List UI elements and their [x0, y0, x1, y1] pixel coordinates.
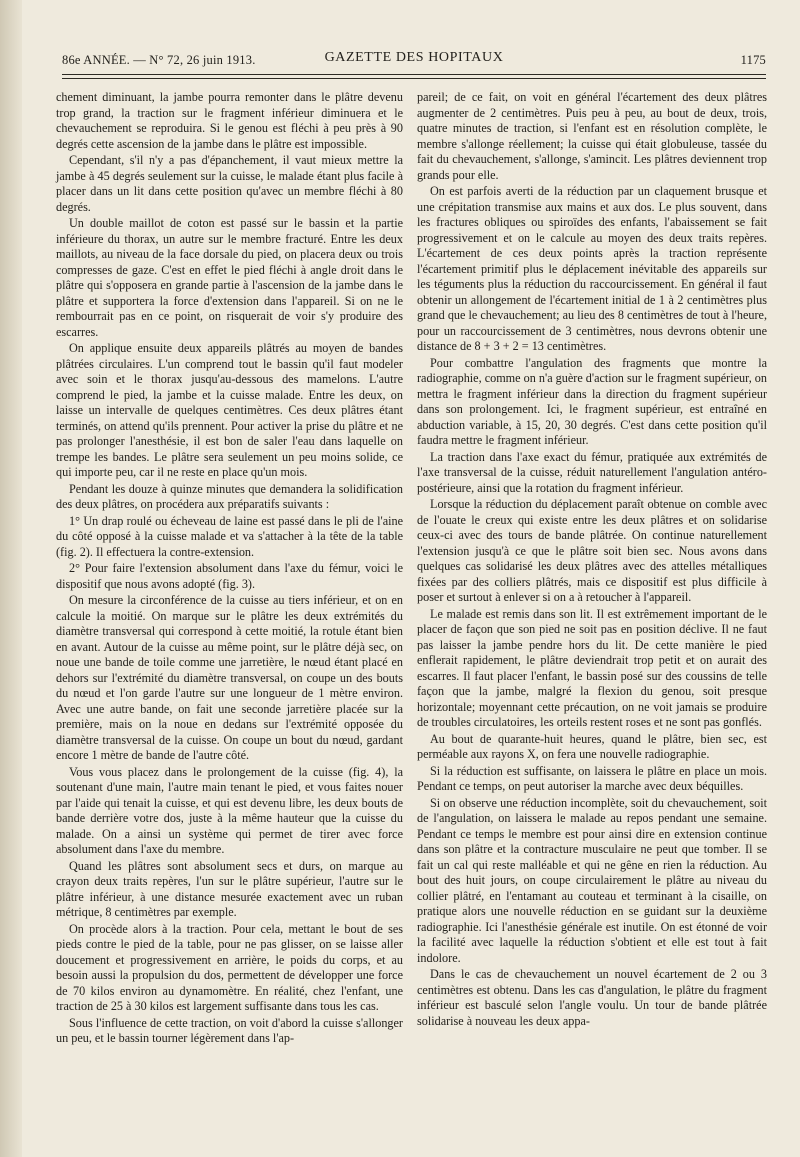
left-text-column [56, 90, 403, 1047]
paragraph: Dans le cas de chevauchement un nouvel écartement de 2 ou 3 centimètres est obtenu. Dans les cas d'angulation, le plâtre du fragment inférieur est basculé selon l'angle voulu. Un tour de bande plâtrée solidarise à nouveau les deux appa- [417, 967, 767, 1028]
paragraph: 1° Un drap roulé ou écheveau de laine est passé dans le pli de l'aine du côté opposé à la cuisse malade et va s'attacher à la tête de la table (fig. 2). Il effectuera la contre-extension. [56, 513, 403, 559]
journal-title: GAZETTE DES HOPITAUX [324, 50, 504, 65]
paragraph: Sous l'influence de cette traction, on voit d'abord la cuisse s'allonger un peu, et le bassin tourner légèrement dans l'ap- [56, 1015, 403, 1045]
paragraph: Un double maillot de coton est passé sur le bassin et la partie inférieure du thorax, un autre sur le membre fracturé. Entre les deux maillots, au niveau de la face dorsale du pied, on placera deux ou trois compresses de gaze. C'est en effet le pied fléchi à angle droit dans le plâtre qui s'opposera en grande partie à l'ascension de la jambe dans le plâtre et supportera la force d'extension dans l'appareil. Si on ne le rembourrait pas en ce point, on risquerait de voir s'y produire des escarres. [56, 216, 403, 339]
paragraph: Pendant les douze à quinze minutes que demandera la solidification des deux plâtres, on procédera aux préparatifs suivants : [56, 481, 403, 511]
running-header [62, 50, 766, 72]
paragraph: Lorsque la réduction du déplacement paraît obtenue on comble avec de l'ouate le creux qui existe entre les deux plâtres et on solidarise ceux-ci avec des tours de bande plâtrée. On continue naturellement l'extension jusqu'à ce que le plâtre soit bien sec. Nous avons dans quelques cas solidarisé les deux plâtres avec des attelles métalliques fixées par des colliers plâtrés, mais ce dispositif est plus difficile à poser et surtout à enlever si on a à retoucher à l'appareil. [417, 497, 767, 604]
paragraph: Pour combattre l'angulation des fragments que montre la radiographie, comme on n'a guère d'action sur le fragment supérieur, on mettra le fragment inférieur dans la direction du fragment supérieur dans son prolongement. Ici, le fragment supérieur, est entraîné en abduction variable, à 15, 20, 30 degrés. C'est dans cette position qu'il faudra mettre le fragment inférieur. [417, 355, 767, 447]
paragraph: On procède alors à la traction. Pour cela, mettant le bout de ses pieds contre le pied de la table, pour ne pas glisser, on se laisse aller doucement et progressivement en arrière, le poids du corps, et au besoin aussi la propulsion du dos, permettent de développer une force de 70 kilos environ au dynamomètre. En réalité, chez l'enfant, une traction de 25 à 30 kilos est largement suffisante dans tous les cas. [56, 921, 403, 1013]
paragraph: 2° Pour faire l'extension absolument dans l'axe du fémur, voici le dispositif que nous avons adopté (fig. 3). [56, 561, 403, 591]
issue-info: 86e ANNÉE. — N° 72, 26 juin 1913. [62, 53, 256, 67]
paragraph: pareil; de ce fait, on voit en général l'écartement des deux plâtres augmenter de 2 centimètres. Puis peu à peu, au bout de deux, trois, quatre minutes de traction, si l'enfant est en résolution complète, le membre s'allonge réellement; la cuisse qui était globuleuse, tassée du fait du chevauchement, s'allonge, s'amincit. Les plâtres deviennent trop grands pour elle. [417, 90, 767, 182]
paragraph: On applique ensuite deux appareils plâtrés au moyen de bandes plâtrées circulaires. L'un comprend tout le bassin qu'il faut modeler avec soin et le thorax jusqu'au-dessous des mamelons. L'autre comprend le pied, la jambe et la cuisse malade. Entre les deux, on laisse un intervalle de quelques centimètres. Ces deux plâtres étant terminés, on attend qu'ils prennent. Pour activer la prise du plâtre et ne pas prolonger l'anesthésie, il est bon de saler l'eau dans laquelle on trempe les bandes. Le plâtre sera seulement un peu moins solide, ce qui importe peu, car il ne reste en place qu'un mois. [56, 341, 403, 479]
right-text-column [417, 90, 767, 1029]
paragraph: On mesure la circonférence de la cuisse au tiers inférieur, et on en calcule la moitié. On marque sur le plâtre les deux extrémités du diamètre transversal qui correspond à cette moitié, la rotule étant bien en avant. Autour de la cuisse au même point, sur le plâtre déjà sec, on noue une bande de toile comme une jarretière, le nœud étant placé en dehors sur l'extrémité du diamètre transversal, on coupe un des bouts du nœud et l'on garde l'autre sur une longueur de 1 mètre environ. Avec une autre bande, on fait une seconde jarretière placée sur la première, mais on la noue en dedans sur l'extrémité opposée du diamètre transversal de la cuisse. On coupe un bout du nœud, gardant encore 1 mètre de bande de l'autre côté. [56, 593, 403, 762]
paragraph: Quand les plâtres sont absolument secs et durs, on marque au crayon deux traits repères, l'un sur le plâtre supérieur, l'autre sur le plâtre inférieur, à une distance mesurée exactement avec un ruban métrique, 8 centimètres par exemple. [56, 858, 403, 919]
paragraph: On est parfois averti de la réduction par un claquement brusque et une crépitation transmise aux mains et aux dos. Le plus souvent, dans les fractures obliques ou spiroïdes des enfants, l'abaissement se fait progressivement et on le calcule au moyen des deux traits repères. L'écartement de ces deux points après la traction représente l'écartement primitif plus le déplacement inévitable des appareils sur les téguments plus la réduction du raccourcissement. En général il faut obtenir un allongement de l'écartement initial de 1 à 2 centimètres plus grand que le chevauchement; au lieu des 8 centimètres de tout à l'heure, pour un raccourcissement de 3 centimètres, nous devrons obtenir une distance de 8 + 3 + 2 = 13 centimètres. [417, 184, 767, 353]
paragraph: chement diminuant, la jambe pourra remonter dans le plâtre devenu trop grand, la traction sur le fragment inférieur diminuera et le chevauchement se reproduira. Si le genou est fléchi à peu près à 90 degrés cette ascension de la jambe dans le plâtre est impossible. [56, 90, 403, 151]
paragraph: Le malade est remis dans son lit. Il est extrêmement important de le placer de façon que son pied ne soit pas en position déclive. Il ne faut pas laisser la jambe pendre hors du lit. De cette manière le pied enflerait rapidement, le plâtre deviendrait trop petit et on aurait des escarres. Il faut placer l'enfant, le bassin posé sur des coussins de telle façon que la jambe, malgré la flexion du genou, soit presque horizontale; moyennant cette précaution, on ne voit jamais se produire de troubles circulatoires, les orteils restent roses et ne sont pas gonflés. [417, 606, 767, 729]
header-rule-bottom [62, 78, 766, 79]
paragraph: Si on observe une réduction incomplète, soit du chevauchement, soit de l'angulation, on laissera le malade au repos pendant une semaine. Pendant ce temps le membre est pour ainsi dire en extension continue dans son plâtre et la contracture musculaire ne peut que tomber. Il se fait un cal qui reste malléable et qui ne gêne en rien la réduction. Au bout des huit jours, on coupe circulairement le plâtre au niveau du collier plâtré, en l'entamant au couteau et terminant à la cisaille, on pratique alors une nouvelle réduction en se guidant sur la deuxième radiographie. Ici l'anesthésie générale est inutile. On est étonné de voir la facilité avec laquelle la réduction s'obtient et elle est tout à fait indolore. [417, 795, 767, 965]
paragraph: Vous vous placez dans le prolongement de la cuisse (fig. 4), la soutenant d'une main, l'autre main tenant le pied, et vous faites nouer par l'aide qui tenait la cuisse, et qui est devenu libre, les deux bouts de bande derrière votre dos, juste à la même hauteur que la cuisse du malade. On a ainsi un système qui permet de tirer avec force absolument dans l'axe du membre. [56, 764, 403, 856]
page-number: 1175 [740, 53, 766, 67]
paragraph: Cependant, s'il n'y a pas d'épanchement, il vaut mieux mettre la jambe à 45 degrés seulement sur la cuisse, le malade étant plus facile à placer dans un lit dans cette position qu'avec un membre fléchi à 80 degrés. [56, 153, 403, 214]
paragraph: Si la réduction est suffisante, on laissera le plâtre en place un mois. Pendant ce temps, on peut autoriser la marche avec deux béquilles. [417, 763, 767, 793]
paragraph: La traction dans l'axe exact du fémur, pratiquée aux extrémités de l'axe transversal de la cuisse, réduit naturellement l'angulation antéro-postérieure, ainsi que la rotation du fragment inférieur. [417, 449, 767, 495]
header-rule-top [62, 74, 766, 75]
scan-binding-edge [0, 0, 22, 1157]
paragraph: Au bout de quarante-huit heures, quand le plâtre, bien sec, est perméable aux rayons X, on fera une nouvelle radiographie. [417, 731, 767, 761]
